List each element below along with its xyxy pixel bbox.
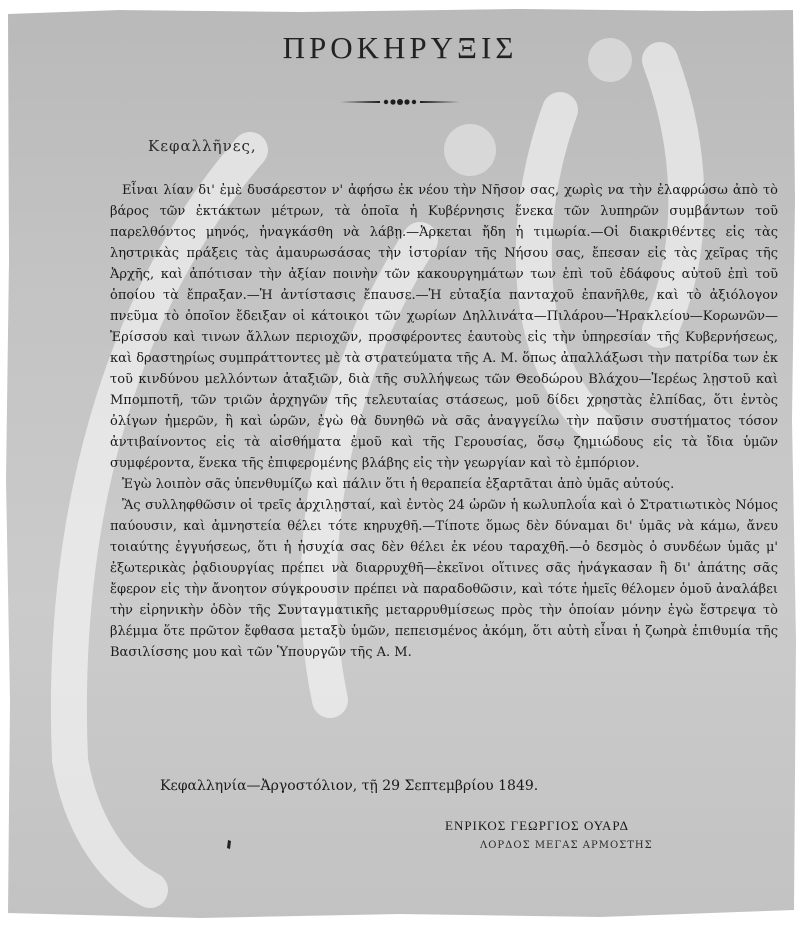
- signature-title: ΛΟΡΔΟΣ ΜΕΓΑΣ ΑΡΜΟΣΤΗΣ: [480, 840, 653, 851]
- signature: ΕΝΡΙΚΟΣ ΓΕΩΡΓΙΟΣ ΟΥΑΡΔ: [445, 818, 629, 833]
- paragraph: Ἂς συλληφθῶσιν οἱ τρεῖς ἀρχιλῃσταί, καὶ ἐντὸς 24 ὡρῶν ἡ κωλυπλοΐα καὶ ὁ Στρατιωτικὸς Νόμος παύουσιν, καὶ ἀμνηστεία θέλει τότε κηρυχθῆ.—Τίποτε ὅμως δὲν δύναμαι δι' ὑμᾶς νὰ κάμω, ἄνευ τοιαύτης ἐγγυήσεως, ὅτι ἡ ἡσυχία σας δὲν θέλει ἐκ νέου ταραχθῆ.—ὁ δεσμὸς ὁ συνδέων ὑμᾶς μ' ἐξωτερικὰς ῥᾳδιουργίας πρέπει νὰ διαρρυχθῆ—ἐκεῖνοι οἵτινες σᾶς ἠνάγκασαν ἢ δι' ἀπάτης σᾶς ἔφερον εἰς τὴν ἄνοητον σύγκρουσιν πρέπει νὰ παραδοθῶσιν, καὶ τότε ἡμεῖς θέλομεν ὁμοῦ ἀναλάβει τὴν εἰρηνικὴν ὁδὸν τῆς Συνταγματικῆς μεταρρυθμίσεως πρὸς τὴν ὁποίαν μόνην ἐγὼ ἔστρεψα τὸ βλέμμα ὅτε πρῶτον ἔφθασα μεταξὺ ὑμῶν, πεπεισμένος ἀκόμη, ὅτι αὐτὴ εἶναι ἡ ζωηρὰ ἐπιθυμία τῆς Βασιλίσσης μου καὶ τῶν Ὑπουργῶν τῆς Α. Μ.: [110, 498, 778, 660]
- salutation: Κεφαλλῆνες,: [148, 137, 257, 155]
- document-title: ΠΡΟΚΗΡΥΞΙΣ: [282, 30, 518, 65]
- date-line: Κεφαλληνία—Ἀργοστόλιον, τῇ 29 Σεπτεμβρίου 1849.: [160, 778, 539, 794]
- paragraph: Εἶναι λίαν δι' ἐμὲ δυσάρεστον ν' ἀφήσω ἐκ νέου τὴν Νῆσον σας, χωρὶς να τὴν ἐλαφρώσω ἀπὸ τὸ βάρος τῶν ἐκτάκτων μέτρων, τὰ ὁποῖα ἡ Κυβέρνησις ἕνεκα τῶν λυπηρῶν συμβάντων τοῦ παρελθόντος μηνός, ἠναγκάσθη νὰ λάβῃ.—Ἀρκεται ἤδη ἡ τιμωρία.—Οἱ διακριθέντες εἰς τὰς ληστρικὰς πράξεις τὰς ἀμαυρωσάσας τὴν ἱστορίαν τῆς Νήσου σας, ἔπεσαν εἰς τὰς χεῖρας τῆς Ἀρχῆς, καὶ ἀπότισαν τὴν ἀξίαν ποινὴν τῶν κακουργημάτων των ἐπὶ τοῦ ἐδάφους αὐτοῦ ἐπὶ τοῦ ὁποίου τὰ ἔπραξαν.—Ἡ ἀντίστασις ἔπαυσε.—Ἡ εὐταξία πανταχοῦ ἐπανῆλθε, καὶ τὸ ἀξιόλογον πνεῦμα τὸ ὁποῖον ἔδειξαν οἱ κάτοικοι τῶν χωρίων Δηλλινάτα—Πιλάρου—Ἡρακλείου—Κορωνῶν—Ἐρίσσου καὶ τινων ἄλλων περιοχῶν, προσφέροντες ἑαυτοὺς εἰς τὴν ὑπηρεσίαν τῆς Κυβερνήσεως, καὶ δραστηρίως συμπράττοντες μὲ τὰ στρατεύματα τῆς Α. Μ. ὅπως ἀπαλλάξωσι τὴν πατρίδα των ἐκ τοῦ κινδύνου μελλόντων ἀταξιῶν, διὰ τῆς συλλήψεως τῶν Θεοδώρου Βλάχου—Ἱερέως λῃστοῦ καὶ Μπομποτῆ, τῶν τριῶν ἀρχηγῶν τῆς τελευταίας στάσεως, μοῦ δίδει χρηστὰς ἐλπίδας, ὅτι ἐντὸς ὀλίγων ἡμερῶν, ἢ καὶ ὡρῶν, ἐγὼ θὰ δυνηθῶ νὰ σᾶς ἀναγγείλω τὴν παῦσιν συστήματος τόσον ἀντιβαίνοντος εἰς τὰ αἰσθήματα ἐμοῦ καὶ τῆς Γερουσίας, ὅσῳ ζημιώδους εἰς τὰ ἴδια ὑμῶν συμφέροντα, ἕνεκα τῆς ἐπιφερομένης βλάβης εἰς τὴν γεωργίαν καὶ τὸ ἐμπόριον.: [110, 183, 778, 471]
- paragraph: Ἐγὼ λοιπὸν σᾶς ὑπενθυμίζω καὶ πάλιν ὅτι ἡ θεραπεία ἐξαρτᾶται ἀπὸ ὑμᾶς αὐτούς.: [122, 477, 675, 492]
